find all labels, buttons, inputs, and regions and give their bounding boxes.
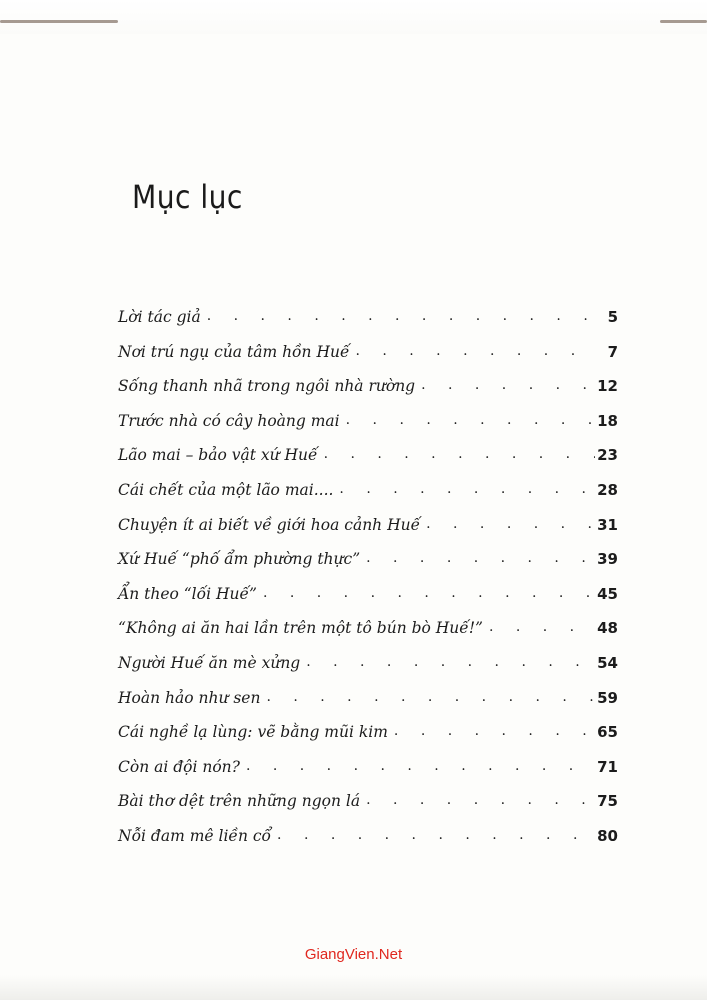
toc-entry[interactable] <box>118 412 618 447</box>
toc-entry-page: 54 <box>597 653 618 672</box>
toc-entry-title: Cái chết của một lão mai.... <box>118 480 334 499</box>
toc-entry[interactable] <box>118 516 618 551</box>
toc-entry-title: Nơi trú ngụ của tâm hồn Huế <box>118 342 350 361</box>
toc-entry-title: Sống thanh nhã trong ngôi nhà rường <box>118 377 416 396</box>
toc-entry-title: Hoàn hảo như sen <box>118 688 261 707</box>
toc-entry[interactable] <box>118 343 618 378</box>
toc-entry-page: 75 <box>597 792 618 811</box>
toc-entry-title: Người Huế ăn mè xửng <box>118 653 301 672</box>
toc-entry-title: Chuyện ít ai biết về giới hoa cảnh Huế <box>118 515 421 534</box>
toc-entry[interactable] <box>118 689 618 724</box>
toc-entry[interactable] <box>118 585 618 620</box>
page-bottom-shadow <box>0 975 707 1000</box>
toc-entry[interactable] <box>118 723 618 758</box>
toc-entry[interactable] <box>118 446 618 481</box>
toc-entry-page: 45 <box>597 584 618 603</box>
scan-edge-line-left <box>0 20 118 23</box>
toc-entry-page: 31 <box>597 515 618 534</box>
toc-entry[interactable] <box>118 827 618 862</box>
toc-entry-title: Xứ Huế “phố ẩm phường thực” <box>118 550 361 569</box>
toc-entry[interactable] <box>118 550 618 585</box>
toc-entry-title: Trước nhà có cây hoàng mai <box>118 411 340 430</box>
toc-entry-page: 48 <box>597 619 618 638</box>
toc-entry-page: 5 <box>607 308 618 326</box>
toc-leader-dots <box>366 792 595 808</box>
toc-entry[interactable] <box>118 654 618 689</box>
watermark-footer: GiangVien.Net <box>304 946 403 963</box>
toc-entry-page: 71 <box>597 757 618 776</box>
toc-entry-title: Cái nghề lạ lùng: vẽ bằng mũi kim <box>118 723 388 742</box>
toc-entry-title: Bài thơ dệt trên những ngọn lá <box>118 792 361 811</box>
toc-leader-dots <box>246 758 595 774</box>
toc-leader-dots <box>346 412 595 428</box>
toc-leader-dots <box>489 619 595 635</box>
toc-entry-title: Ẩn theo “lối Huế” <box>118 584 257 603</box>
toc-entry[interactable] <box>118 308 618 343</box>
table-of-contents <box>118 308 618 862</box>
toc-entry[interactable] <box>118 619 618 654</box>
toc-entry-title: Lão mai – bảo vật xứ Huế <box>118 446 318 465</box>
toc-entry-page: 80 <box>597 826 618 845</box>
toc-entry-page: 59 <box>597 688 618 707</box>
toc-entry[interactable] <box>118 758 618 793</box>
toc-entry-page: 7 <box>607 342 618 361</box>
toc-leader-dots <box>421 377 595 393</box>
scan-edge-line-right <box>660 20 707 23</box>
toc-leader-dots <box>266 689 595 705</box>
toc-leader-dots <box>394 723 595 739</box>
toc-leader-dots <box>263 585 595 601</box>
toc-entry-title: Lời tác giả <box>118 308 201 326</box>
toc-entry-page: 12 <box>597 377 618 396</box>
toc-leader-dots <box>306 654 595 670</box>
toc-entry-page: 65 <box>597 723 618 742</box>
toc-entry[interactable] <box>118 481 618 516</box>
toc-entry-title: Nỗi đam mê liền cổ <box>118 826 272 845</box>
toc-entry-page: 28 <box>597 480 618 499</box>
toc-leader-dots <box>277 827 595 843</box>
toc-entry-page: 18 <box>597 411 618 430</box>
toc-entry-title: “Không ai ăn hai lần trên một tô bún bò Huế!” <box>118 619 483 638</box>
toc-leader-dots <box>366 550 595 566</box>
toc-entry[interactable] <box>118 792 618 827</box>
toc-leader-dots <box>339 481 595 497</box>
toc-leader-dots <box>355 343 598 359</box>
toc-entry-title: Còn ai đội nón? <box>118 757 240 776</box>
toc-leader-dots <box>324 446 596 462</box>
toc-entry-page: 39 <box>597 550 618 569</box>
toc-leader-dots <box>426 516 595 532</box>
page-title: Mục lục <box>132 178 243 216</box>
toc-entry[interactable] <box>118 377 618 412</box>
page-top-edge <box>0 0 707 34</box>
toc-leader-dots <box>207 308 598 324</box>
toc-entry-page: 23 <box>597 446 618 465</box>
